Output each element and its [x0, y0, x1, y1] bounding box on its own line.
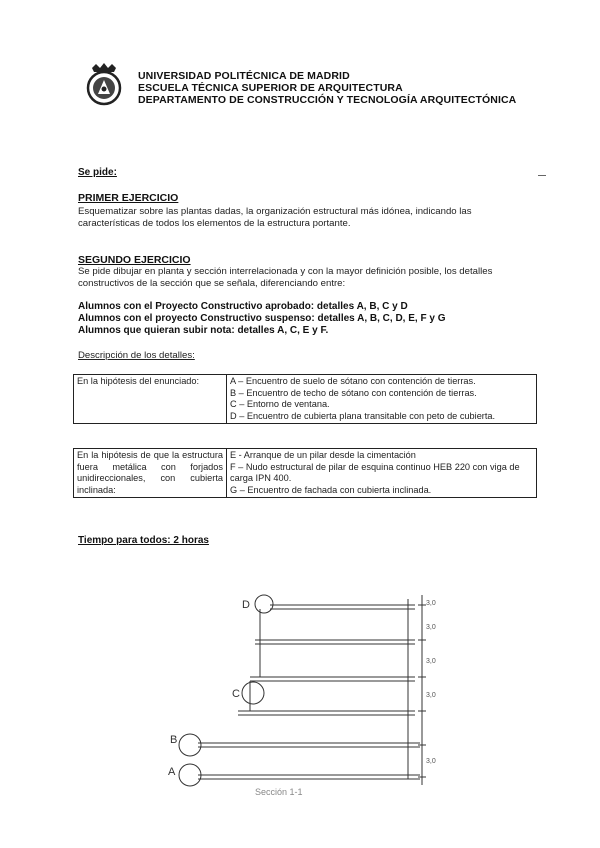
- section-drawing: [150, 585, 450, 800]
- details-table-1: [73, 374, 537, 424]
- detail-item-b: B – Encuentro de techo de sótano con contención de tierras.: [230, 387, 477, 398]
- marker-b: B: [170, 734, 178, 746]
- se-pide-heading: Se pide:: [78, 167, 117, 178]
- alumnos-subir-nota: Alumnos que quieran subir nota: detalles A, C, E y F.: [78, 325, 329, 336]
- marker-d: D: [242, 599, 250, 611]
- detail-item-d: D – Encuentro de cubierta plana transitable con peto de cubierta.: [230, 410, 496, 421]
- dimension-label: 3,0: [426, 624, 436, 631]
- dimension-label: 3,0: [426, 600, 436, 607]
- table-row: [74, 375, 537, 424]
- tiempo-label: Tiempo para todos: 2 horas: [78, 535, 209, 546]
- dimension-label: 3,0: [426, 758, 436, 765]
- table-row: [74, 449, 537, 498]
- stray-mark: [538, 175, 546, 176]
- table1-items: [227, 375, 537, 424]
- header-school: ESCUELA TÉCNICA SUPERIOR DE ARQUITECTURA: [138, 82, 403, 94]
- table1-condition: En la hipótesis del enunciado:: [74, 375, 227, 424]
- table2-items: [227, 449, 537, 498]
- primer-ejercicio-title: PRIMER EJERCICIO: [78, 192, 179, 204]
- descripcion-detalles-label: Descripción de los detalles:: [78, 350, 195, 361]
- detail-item-g: G – Encuentro de fachada con cubierta inclinada.: [230, 484, 432, 495]
- university-seal-logo: [84, 62, 124, 106]
- detail-item-a: A – Encuentro de suelo de sótano con contención de tierras.: [230, 376, 476, 386]
- segundo-ejercicio-text: Se pide dibujar en planta y sección interrelacionada y con la mayor definición posible, los detalles constructivos de la sección que se señala, diferenciando entre:: [78, 266, 493, 289]
- table2-condition: En la hipótesis de que la estructura fuera metálica con forjados unidireccionales, con cubierta inclinada:: [74, 449, 227, 498]
- drawing-caption: Sección 1-1: [255, 787, 303, 797]
- dimension-label: 3,0: [426, 658, 436, 665]
- alumnos-aprobado: Alumnos con el Proyecto Constructivo aprobado: detalles A, B, C y D: [78, 301, 408, 312]
- dimension-label: 3,0: [426, 692, 436, 699]
- segundo-ejercicio-title: SEGUNDO EJERCICIO: [78, 254, 191, 266]
- header-university: UNIVERSIDAD POLITÉCNICA DE MADRID: [138, 70, 350, 82]
- detail-item-c: C – Entorno de ventana.: [230, 399, 330, 409]
- marker-c: C: [232, 688, 240, 700]
- detail-item-f: F – Nudo estructural de pilar de esquina continuo HEB 220 con viga de carga IPN 400.: [230, 461, 520, 483]
- alumnos-suspenso: Alumnos con el proyecto Constructivo suspenso: detalles A, B, C, D, E, F y G: [78, 313, 446, 324]
- detail-item-e: E - Arranque de un pilar desde la cimentación: [230, 450, 416, 460]
- details-table-2: [73, 448, 537, 498]
- primer-ejercicio-text: Esquematizar sobre las plantas dadas, la organización estructural más idónea, indicando las características de todos los elementos de la estructura portante.: [78, 206, 472, 229]
- header-department: DEPARTAMENTO DE CONSTRUCCIÓN Y TECNOLOGÍA ARQUITECTÓNICA: [138, 94, 517, 106]
- marker-a: A: [168, 766, 176, 778]
